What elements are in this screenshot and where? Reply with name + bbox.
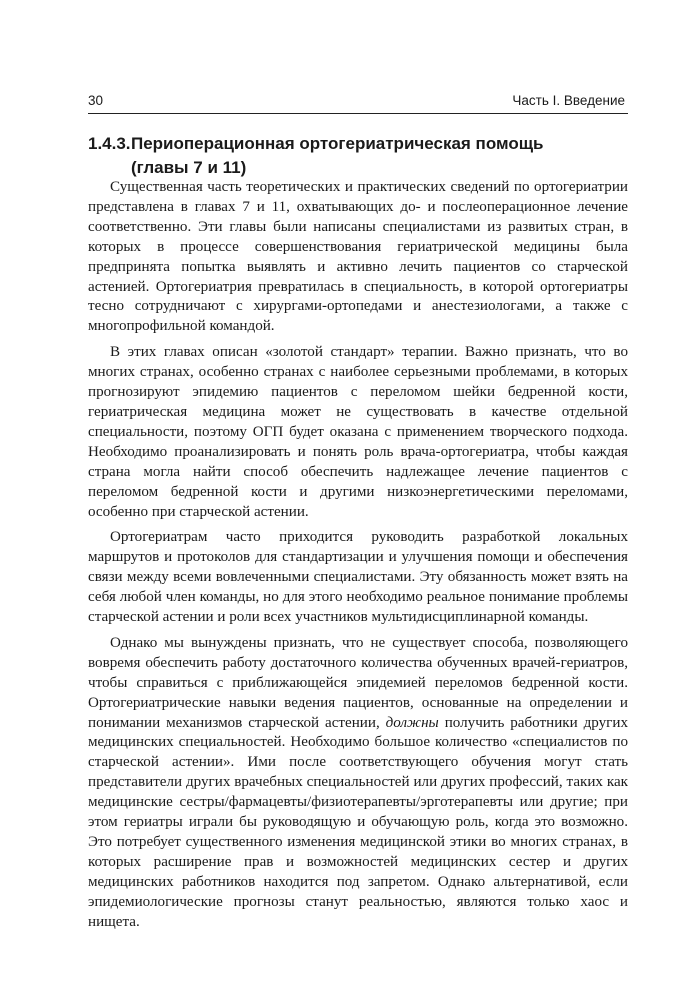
body-text [88, 178, 628, 939]
paragraph-4 [88, 634, 628, 933]
paragraph-2: В этих главах описан «золотой стандарт» терапии. Важно признать, что во многих странах, особенно странах с наиболее серьезными проблемами, в которых прогнозируют эпидемию пациентов с переломом шейки бедренной кости, гериатрическая медицина может не существовать в качестве отдельной специальности, поэтому ОГП будет оказана с применением творческого подхода. Необходимо проанализировать и понять роль врача-ортогериатра, чтобы каждая страна могла найти способ обеспечить надлежащее лечение пациентов с переломом бедренной кости и другими низкоэнергетическими переломами, особенно при старческой астении. [88, 344, 628, 520]
running-title: Часть I. Введение [512, 93, 625, 108]
section-heading [88, 132, 628, 180]
paragraph-4-emphasis: должны [385, 714, 439, 731]
section-heading-line1 [88, 132, 628, 156]
paragraph-4-text-after: получить работники других медицинских специальностей. Необходимо большое количество «специалистов по старческой астении». Ими после соответствующего обучения могут стать представители других врачебных специальностей или других профессий, таких как медицинские сестры/фармацевты/физиотерапевты/эрготерапевты или другие; при этом гериатры играли бы руководящую и обучающую роль, когда это возможно. Это потребует существенного изменения медицинской этики во многих странах, в которых расширение прав и возможностей медицинских сестер и других медицинских работников находится под запретом. Однако альтернативой, если эпидемиологические прогнозы станут реальностью, являются только хаос и нищета. [88, 714, 628, 930]
paragraph-3: Ортогериатрам часто приходится руководить разработкой локальных маршрутов и протоколов для стандартизации и улучшения помощи и обеспечения связи между всеми вовлеченными специалистами. Эту обязанность может взять на себя любой член команды, но для этого необходимо реальное понимание проблемы старческой астении и роли всех участников мультидисциплинарной команды. [88, 529, 628, 626]
paragraph-1: Существенная часть теоретических и практических сведений по ортогериатрии представлена в главах 7 и 11, охватывающих до- и послеоперационное лечение соответственно. Эти главы были написаны специалистами из развитых стран, в которых в процессе совершенствования гериатрической медицины была предпринята попытка выявлять и активно лечить пациентов со старческой астенией. Ортогериатрия превратилась в специальность, в которой ортогериатры тесно сотрудничают с хирургами-ортопедами и анестезиологами, а также с многопрофильной командой. [88, 179, 628, 335]
section-title-line1: Периоперационная ортогериатрическая помощь [131, 134, 544, 153]
paragraph-4-text-before: Однако мы вынуждены признать, что не существует способа, позволяющего вовремя обеспечить работу достаточного количества обученных врачей-гериатров, чтобы справиться с приближающейся эпидемией переломов бедренной кости. Ортогериатрические навыки ведения пациентов, основанные на определении и понимании механизмов старческой астении, [88, 634, 628, 731]
section-number: 1.4.3. [88, 134, 131, 153]
running-header [88, 92, 625, 114]
header-divider [88, 113, 628, 114]
section-title-line2: (главы 7 и 11) [131, 158, 247, 177]
page-number: 30 [88, 93, 104, 108]
